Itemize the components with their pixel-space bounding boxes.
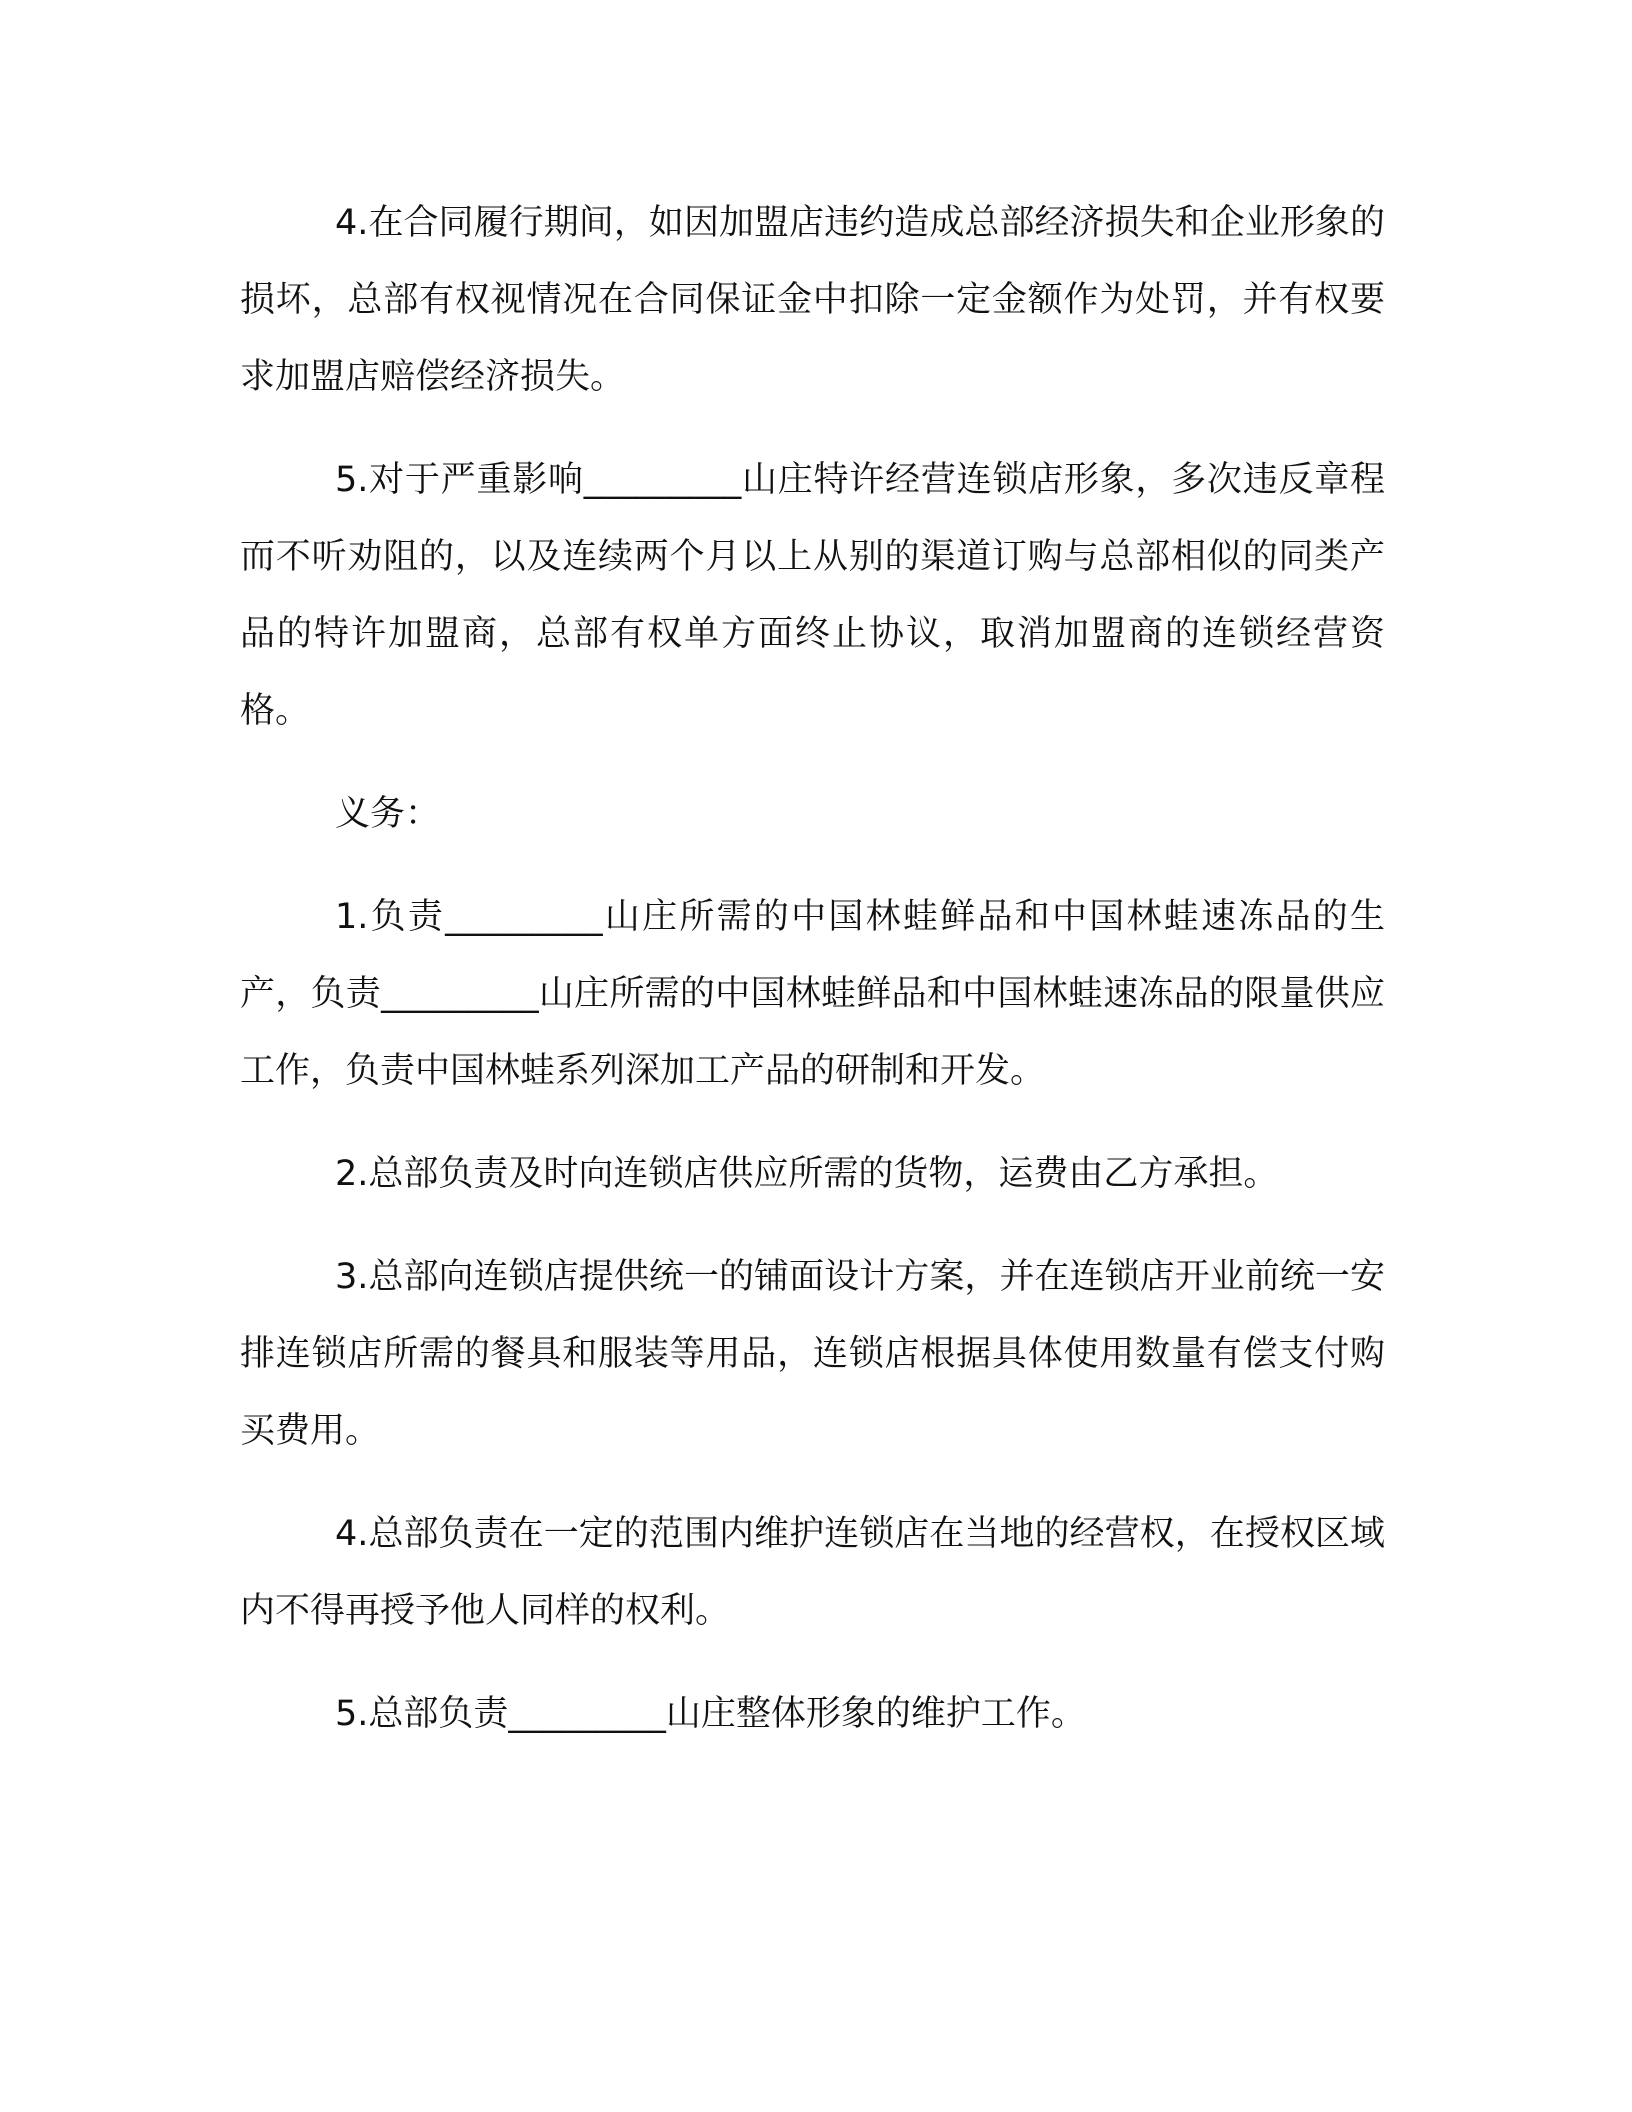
section-heading-obligations: 义务：	[335, 794, 441, 834]
paragraph-obligations-4: 4.总部负责在一定的范围内维护连锁店在当地的经营权，在授权区域内不得再授予他人同样的权利。	[240, 1514, 1385, 1631]
paragraph-obligations-3: 3.总部向连锁店提供统一的铺面设计方案，并在连锁店开业前统一安排连锁店所需的餐具和服装等用品，连锁店根据具体使用数量有偿支付购买费用。	[240, 1257, 1385, 1451]
paragraph-obligations-2: 2.总部负责及时向连锁店供应所需的货物，运费由乙方承担。	[335, 1154, 1279, 1194]
paragraph-obligations-1: 1.负责_________山庄所需的中国林蛙鲜品和中国林蛙速冻品的生产，负责_________山庄所需的中国林蛙鲜品和中国林蛙速冻品的限量供应工作，负责中国林蛙系列深加工产品的研制和开发。	[240, 897, 1385, 1091]
paragraph-rights-5: 5.对于严重影响_________山庄特许经营连锁店形象，多次违反章程而不听劝阻的，以及连续两个月以上从别的渠道订购与总部相似的同类产品的特许加盟商，总部有权单方面终止协议，取消加盟商的连锁经营资格。	[240, 460, 1385, 731]
paragraph-rights-4: 4.在合同履行期间，如因加盟店违约造成总部经济损失和企业形象的损坏，总部有权视情况在合同保证金中扣除一定金额作为处罚，并有权要求加盟店赔偿经济损失。	[240, 203, 1385, 397]
paragraph-obligations-5: 5.总部负责_________山庄整体形象的维护工作。	[335, 1694, 1086, 1734]
document-page	[240, 185, 1385, 1779]
